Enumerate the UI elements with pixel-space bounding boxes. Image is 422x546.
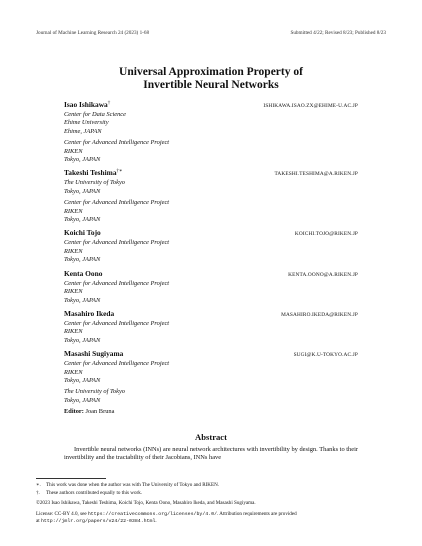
author-block: [64, 100, 358, 164]
author-list: [64, 100, 358, 409]
affiliation-line: Center for Advanced Intelligence Project: [64, 139, 170, 147]
author-name-text: Koichi Tojo: [64, 228, 101, 238]
affiliation-line: Tokyo, JAPAN: [64, 256, 101, 264]
affiliation: [64, 239, 358, 264]
author-block: [64, 168, 358, 224]
running-header: [36, 30, 386, 36]
affiliation: [64, 179, 358, 196]
author-name: [64, 100, 110, 109]
footnote-text: This work was done when the author was with The University of Tokyo and RIKEN.: [46, 482, 220, 488]
affiliation-line: RIKEN: [64, 368, 83, 376]
affiliation-line: Center for Advanced Intelligence Project: [64, 319, 170, 327]
license-suffix: .: [155, 518, 157, 525]
affiliation-line: Tokyo, JAPAN: [64, 336, 101, 344]
affiliation: [64, 360, 358, 385]
copyright-notice: ©2023 Isao Ishikawa, Takeshi Teshima, Koichi Tojo, Kenta Oono, Masahiro Ikeda, and Masashi Sugiyama.: [36, 500, 256, 506]
license-line2-prefix: at: [36, 518, 41, 525]
license-prefix: License: CC-BY 4.0, see: [36, 511, 88, 518]
abstract-text: Invertible neural networks (INNs) are neural network architectures with invertibility by design. Thanks to their invertibility and the tractability of their Jacobians, INNs have: [64, 446, 358, 462]
affiliation-line: Tokyo, JAPAN: [64, 187, 101, 195]
author-name-text: Kenta Oono: [64, 268, 103, 278]
author-header: [64, 228, 358, 238]
author-email[interactable]: KENTA.OONO@A.RIKEN.JP: [288, 271, 358, 278]
editor-label: Editor:: [64, 408, 84, 415]
affiliation-line: Tokyo, JAPAN: [64, 376, 101, 384]
footnote-item: [36, 490, 386, 498]
footnote-rule: [36, 478, 106, 479]
submission-dates: Submitted 4/22; Revised 8/23; Published 8/23: [290, 30, 386, 36]
author-email[interactable]: TAKESHI.TESHIMA@A.RIKEN.JP: [274, 171, 358, 178]
author-block: [64, 269, 358, 305]
affiliation-line: Center for Advanced Intelligence Project: [64, 239, 170, 247]
affiliation: [64, 139, 358, 164]
affiliation-line: RIKEN: [64, 328, 83, 336]
footnote-mark: †.: [36, 489, 40, 496]
affiliation-line: RIKEN: [64, 288, 83, 296]
footnote-mark: ∗.: [36, 482, 41, 488]
editor-line: [64, 408, 114, 415]
affiliation-line: Center for Data Science: [64, 111, 126, 118]
author-name-text: Takeshi Teshima: [64, 168, 117, 178]
affiliation-line: Tokyo, JAPAN: [64, 216, 101, 224]
affiliation-line: RIKEN: [64, 207, 83, 215]
affiliation-line: RIKEN: [64, 147, 83, 155]
affiliation-line: The University of Tokyo: [64, 388, 126, 396]
affiliation-line: Center for Advanced Intelligence Project: [64, 279, 170, 287]
author-name-text: Masashi Sugiyama: [64, 349, 124, 359]
title-line-1: Universal Approximation Property of: [119, 66, 303, 78]
license-middle: . Attribution requirements are provided: [217, 511, 297, 518]
author-name: [64, 228, 101, 237]
author-header: [64, 309, 358, 319]
author-name: [64, 168, 122, 177]
abstract-heading: Abstract: [195, 432, 227, 442]
author-header: [64, 100, 358, 110]
journal-citation: Journal of Machine Learning Research 24 (2023) 1-68: [36, 30, 150, 36]
copyright-block: [36, 500, 386, 526]
footnote-text: These authors contributed equally to this work.: [46, 489, 143, 496]
author-header: [64, 269, 358, 279]
affiliation-line: RIKEN: [64, 247, 83, 255]
affiliation: [64, 111, 358, 136]
author-footnote-mark: †∗: [116, 169, 123, 175]
author-header: [64, 349, 358, 359]
affiliation-line: Tokyo, JAPAN: [64, 156, 101, 164]
license-notice: [36, 511, 386, 525]
author-email[interactable]: KOICHI.TOJO@RIKEN.JP: [294, 231, 358, 238]
affiliation-line: Center for Advanced Intelligence Project: [64, 199, 170, 207]
paper-title: [0, 66, 422, 92]
title-line-2: Invertible Neural Networks: [143, 79, 279, 91]
license-link[interactable]: https://creativecommons.org/licenses/by/4.0/: [87, 512, 218, 518]
author-email[interactable]: ISHIKAWA.ISAO.ZX@EHIME-U.AC.JP: [263, 103, 358, 109]
author-block: [64, 228, 358, 264]
author-name: [64, 309, 114, 318]
affiliation: [64, 388, 358, 405]
author-email[interactable]: MASAHIRO.IKEDA@RIKEN.JP: [281, 311, 358, 318]
author-name-text: Isao Ishikawa: [64, 100, 108, 109]
editor-name: Joan Bruna: [85, 408, 115, 415]
author-name-text: Masahiro Ikeda: [64, 308, 115, 318]
paper-link[interactable]: http://jmlr.org/papers/v24/22-0384.html: [40, 519, 156, 525]
author-email[interactable]: SUGI@K.U-TOKYO.AC.JP: [293, 352, 358, 359]
author-name: [64, 349, 123, 358]
affiliation-line: Tokyo, JAPAN: [64, 396, 101, 404]
affiliation: [64, 199, 358, 224]
author-footnote-mark: †: [107, 101, 111, 106]
author-header: [64, 168, 358, 178]
affiliation-line: Center for Advanced Intelligence Project: [64, 360, 170, 368]
affiliation-line: Ehime, JAPAN: [64, 127, 102, 135]
affiliation: [64, 320, 358, 345]
affiliation-line: Tokyo, JAPAN: [64, 296, 101, 304]
author-block: [64, 309, 358, 345]
author-name: [64, 269, 102, 278]
affiliation: [64, 280, 358, 305]
affiliation-line: Ehime University: [64, 119, 109, 127]
footnotes: [36, 482, 386, 497]
footnote-item: [36, 482, 386, 490]
author-block: [64, 349, 358, 405]
affiliation-line: The University of Tokyo: [64, 179, 126, 187]
